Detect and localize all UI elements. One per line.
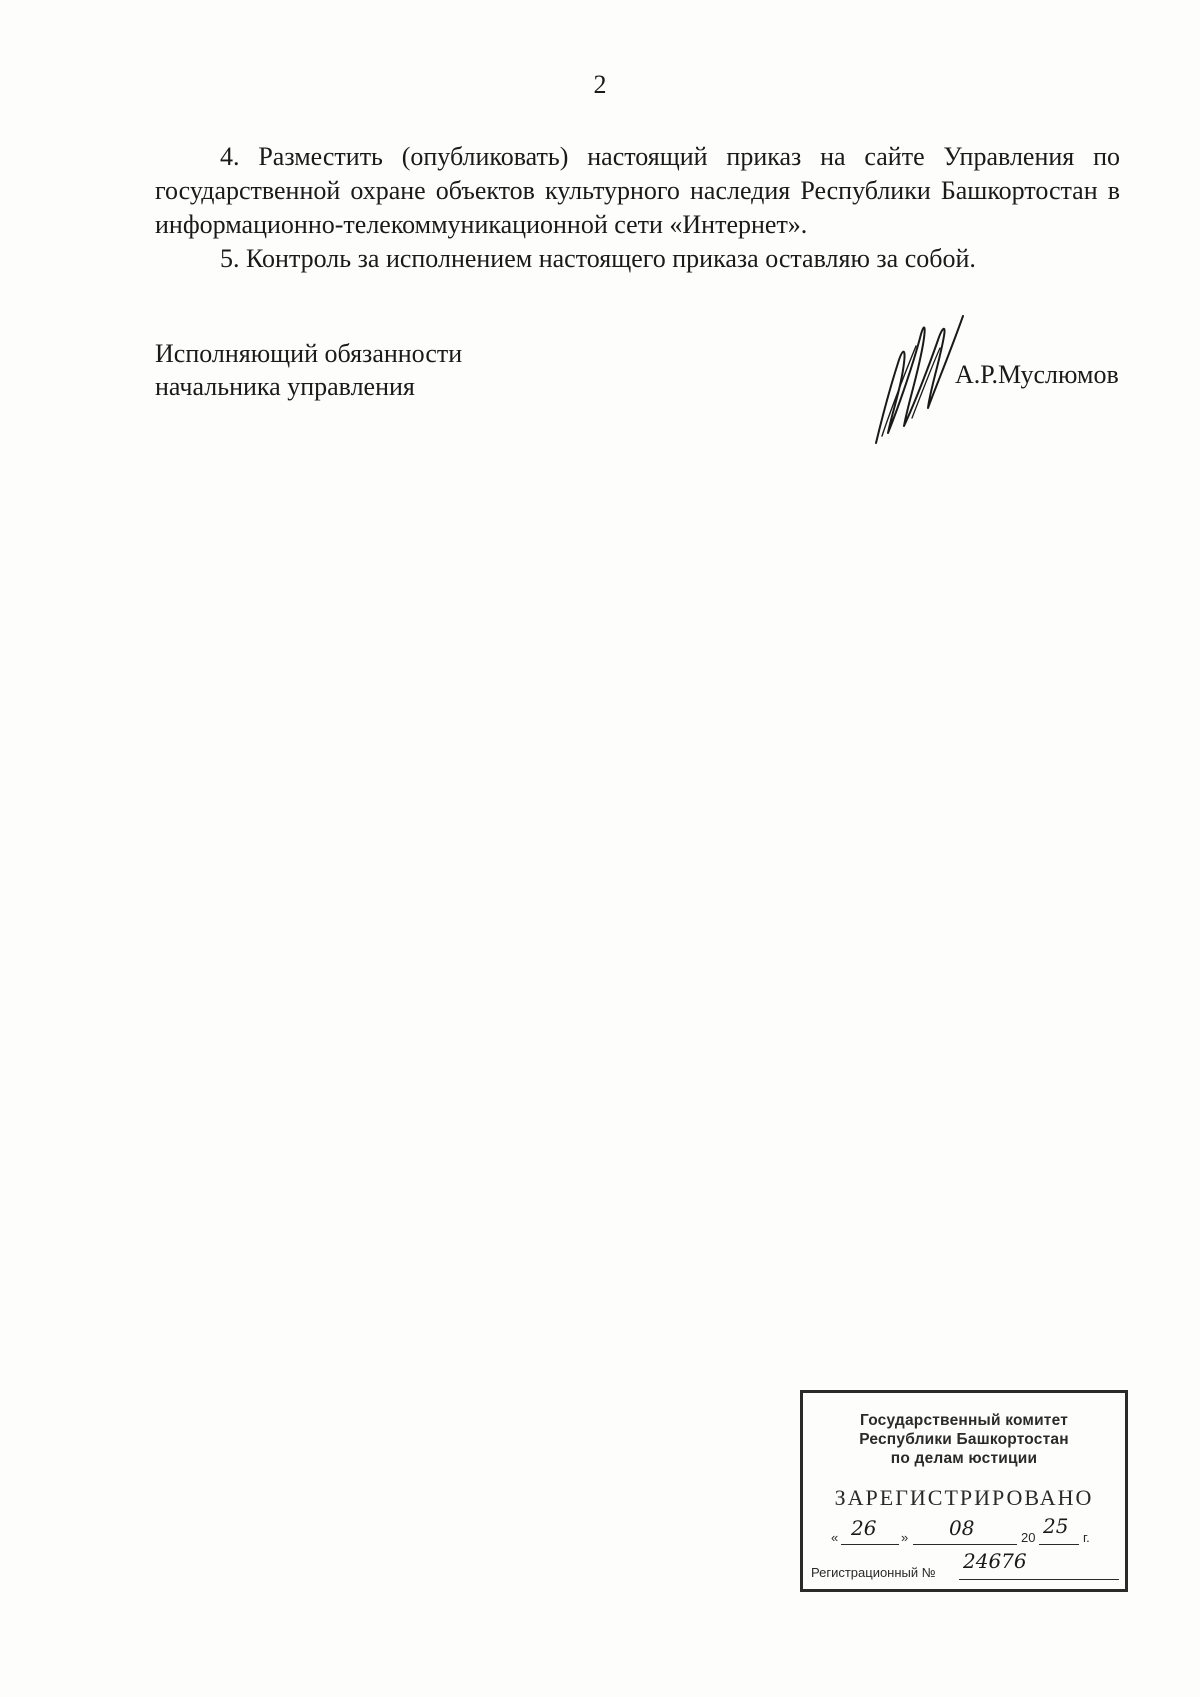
stamp-organization: [803, 1411, 1125, 1468]
stamp-date-line: [831, 1514, 1121, 1548]
stamp-org-line3: по делам юстиции: [890, 1450, 1038, 1467]
signatory-position-line1: Исполняющий обязанности: [155, 339, 463, 368]
stamp-reg-label: Регистрационный №: [811, 1565, 936, 1580]
stamp-reg-number: 24676: [963, 1549, 1027, 1573]
stamp-org-line2: Республики Башкортостан: [859, 1431, 1069, 1448]
stamp-month: 08: [949, 1516, 975, 1540]
stamp-day: 26: [851, 1516, 877, 1540]
stamp-quote-open: «: [831, 1530, 839, 1545]
stamp-year-suffix: 25: [1043, 1514, 1069, 1538]
signatory-name: А.Р.Муслюмов: [955, 360, 1119, 389]
registration-stamp: [800, 1390, 1128, 1592]
stamp-year-prefix: 20: [1021, 1530, 1036, 1545]
paragraph-4: 4. Разместить (опубликовать) настоящий приказ на сайте Управления по государственной охране объектов культурного наследия Республики Башкортостан в информационно-телекоммуникационной сети «Интернет».: [155, 142, 1120, 239]
document-body: [155, 140, 1120, 276]
stamp-regnum-line: [811, 1549, 1121, 1583]
page-number: 2: [593, 70, 607, 99]
stamp-quote-close: »: [901, 1530, 909, 1545]
stamp-year-unit: г.: [1083, 1530, 1090, 1545]
signatory-position: [155, 337, 462, 403]
stamp-org-line1: Государственный комитет: [859, 1412, 1069, 1429]
stamp-registered-title: ЗАРЕГИСТРИРОВАНО: [834, 1485, 1094, 1510]
paragraph-5: 5. Контроль за исполнением настоящего приказа оставляю за собой.: [220, 244, 976, 273]
signatory-position-line2: начальника управления: [155, 372, 415, 401]
